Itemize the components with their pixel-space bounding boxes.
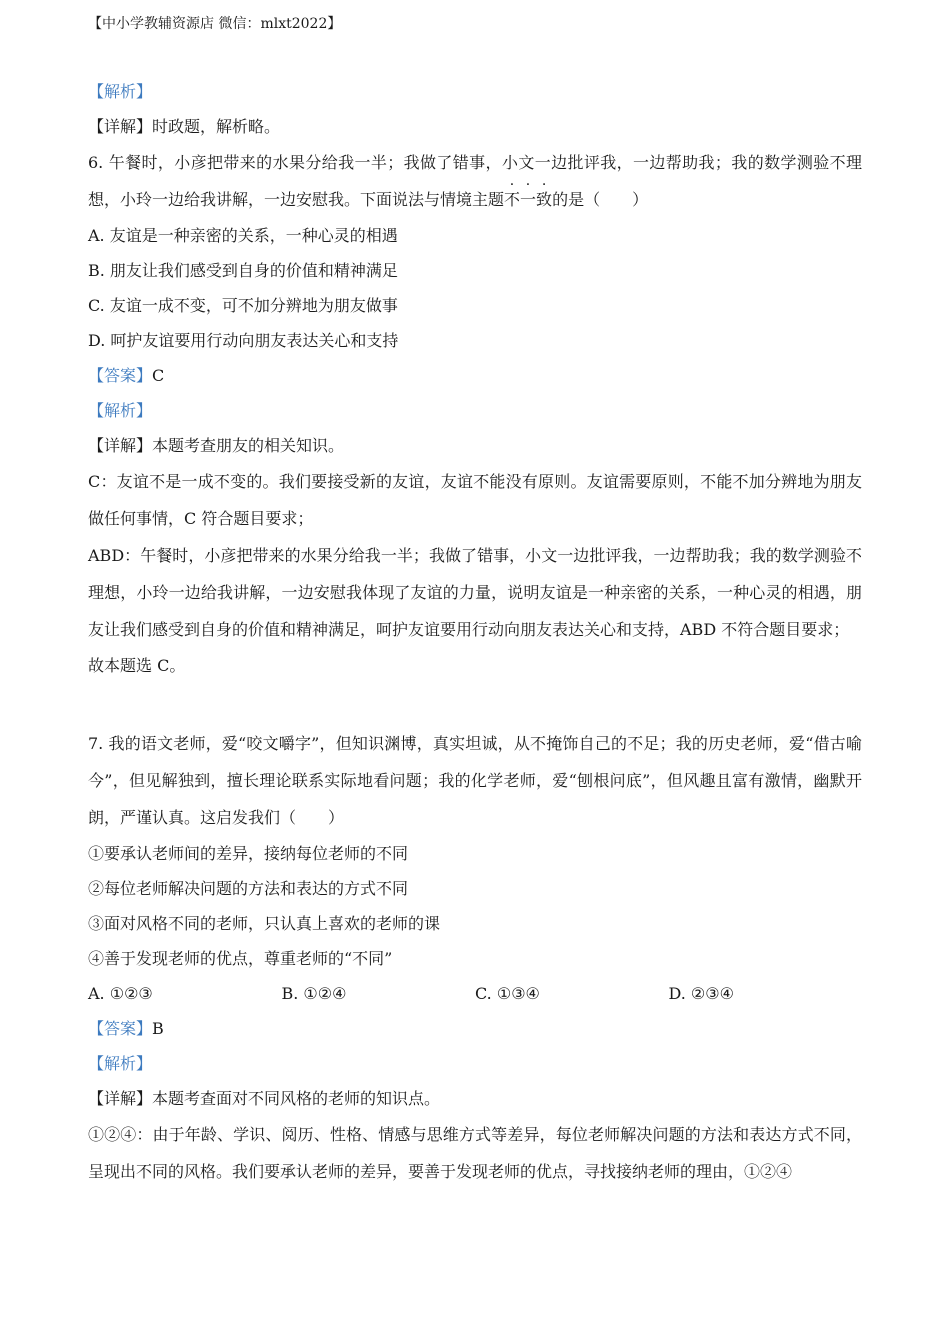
q6-explanation-1: C：友谊不是一成不变的。我们要接受新的友谊，友谊不能没有原则。友谊需要原则，不能不加分辨地为朋友做任何事情，C 符合题目要求； [88, 472, 862, 528]
q7-option-c: C. ①③④ [475, 984, 540, 1003]
q6-analysis-label: 【解析】 [88, 401, 153, 420]
q6-detail: 【详解】本题考查朋友的相关知识。 [88, 436, 345, 455]
q7-item-2: ②每位老师解决问题的方法和表达的方式不同 [88, 879, 409, 898]
page-header: 【中小学教辅资源店 微信：mlxt2022】 [88, 16, 342, 32]
q7-answer: 【答案】B [88, 1019, 164, 1038]
q6-answer: 【答案】C [88, 366, 165, 385]
prev-analysis-label: 【解析】 [88, 82, 153, 101]
q6-option-d: D. 呵护友谊要用行动向朋友表达关心和支持 [88, 331, 399, 350]
q7-item-3: ③面对风格不同的老师，只认真上喜欢的老师的课 [88, 914, 441, 933]
q6-explanation-2: ABD：午餐时，小彦把带来的水果分给我一半；我做了错事，小文一边批评我，一边帮助我；我的数学测验不理想，小玲一边给我讲解，一边安慰我体现了友谊的力量，说明友谊是一种亲密的关系，一种心灵的相遇，朋友让我们感受到自身的价值和精神满足，呵护友谊要用行动向朋友表达关心和支持，ABD 不符合题目要求； [88, 546, 862, 639]
q6-option-c: C. 友谊一成不变，可不加分辨地为朋友做事 [88, 296, 398, 315]
q7-option-d: D. ②③④ [668, 984, 734, 1003]
q7-option-b: B. ①②④ [281, 984, 347, 1003]
q7-options [88, 976, 862, 1011]
q7-analysis-label: 【解析】 [88, 1054, 153, 1073]
q7-stem: 7. 我的语文老师，爱“咬文嚼字”，但知识渊博，真实坦诚，从不掩饰自己的不足；我的历史老师，爱“借古喻今”，但见解独到，擅长理论联系实际地看问题；我的化学老师，爱“刨根问底”，但风趣且富有激情，幽默开朗，严谨认真。这启发我们（ ） [88, 734, 862, 827]
q6-option-a: A. 友谊是一种亲密的关系，一种心灵的相遇 [88, 226, 398, 245]
prev-detail: 【详解】时政题，解析略。 [88, 117, 281, 136]
q7-item-4: ④善于发现老师的优点，尊重老师的“不同” [88, 949, 393, 968]
q6-conclusion: 故本题选 C。 [88, 656, 186, 675]
q7-explanation-1: ①②④：由于年龄、学识、阅历、性格、情感与思维方式等差异，每位老师解决问题的方法和表达方式不同，呈现出不同的风格。我们要承认老师的差异，要善于发现老师的优点，寻找接纳老师的理由，①②④ [88, 1125, 862, 1181]
q7-item-1: ①要承认老师间的差异，接纳每位老师的不同 [88, 844, 409, 863]
document-body [88, 74, 862, 1190]
q6-stem: 6. 午餐时，小彦把带来的水果分给我一半；我做了错事，小文一边批评我，一边帮助我；我的数学测验不理想，小玲一边给我讲解，一边安慰我。下面说法与情境主题不一致的是（ ） [88, 153, 862, 209]
q7-detail: 【详解】本题考查面对不同风格的老师的知识点。 [88, 1089, 441, 1108]
q6-option-b: B. 朋友让我们感受到自身的价值和精神满足 [88, 261, 398, 280]
q7-option-a: A. ①②③ [88, 984, 153, 1003]
